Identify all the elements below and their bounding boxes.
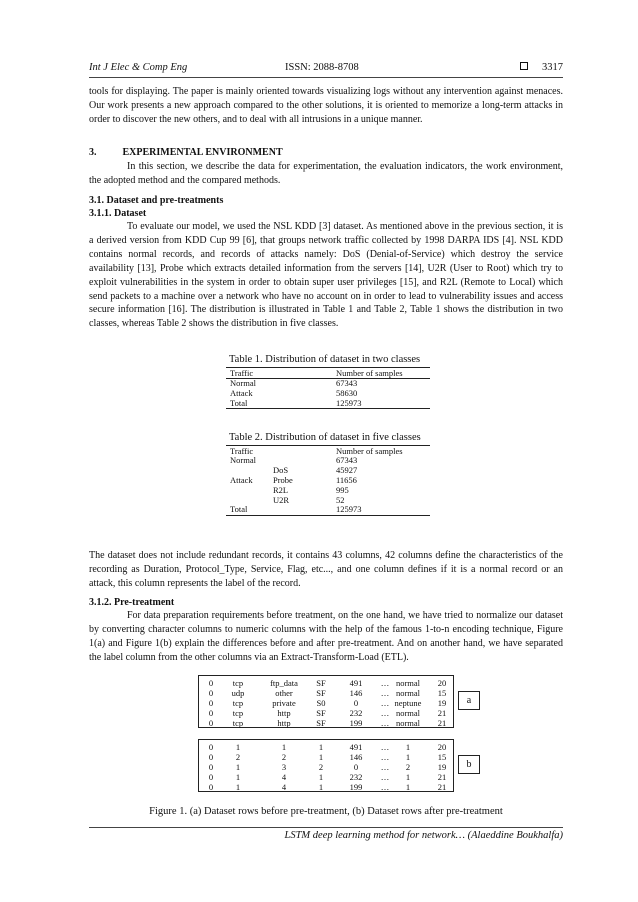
figure-1a-label: a	[458, 691, 480, 710]
figure-1a-row	[199, 698, 455, 708]
figure-1a-cell: SF	[316, 688, 326, 698]
journal-name: Int J Elec & Comp Eng	[89, 62, 188, 73]
figure-1a-cell: 232	[349, 708, 363, 718]
header-rule	[89, 77, 563, 78]
dataset-columns-paragraph: The dataset does not include redundant records, it contains 43 columns, 42 columns define the characteristics of the recording as Duration, Protocol_Type, Service, Flag, etc..., and one column defines if it is a normal record or an attack, this column represents the label of the record.	[89, 550, 563, 589]
figure-1b-cell: 2	[318, 762, 324, 772]
footer-rule	[89, 827, 563, 828]
table-2-attack-value: 11656	[336, 475, 357, 485]
figure-1a-row	[199, 718, 455, 728]
table-1-caption: Table 1. Distribution of dataset in two classes	[229, 354, 421, 365]
figure-1-caption: Figure 1. (a) Dataset rows before pre-treatment, (b) Dataset rows after pre-treatment	[149, 806, 503, 817]
figure-1b-cell: …	[380, 742, 390, 752]
figure-1b-cell: 2	[405, 762, 411, 772]
figure-1a-cell: 21	[437, 718, 447, 728]
figure-1b-row	[199, 762, 455, 772]
table-2-caption: Table 2. Distribution of dataset in five classes	[229, 432, 421, 443]
figure-1b-cell: 15	[437, 752, 447, 762]
figure-1a-cell: neptune	[394, 698, 422, 708]
running-header	[89, 62, 563, 78]
figure-1b-cell: 1	[235, 762, 241, 772]
figure-1b-cell: …	[380, 762, 390, 772]
table-1-cell: Total	[230, 398, 248, 408]
table-2-attack-type: DoS	[273, 465, 289, 475]
figure-1a-cell: http	[277, 708, 291, 718]
figure-1b-cell: …	[380, 772, 390, 782]
table-2-total-value: 125973	[336, 504, 362, 514]
figure-1b-cell: 21	[437, 772, 447, 782]
figure-1b-row	[199, 742, 455, 752]
figure-1b-cell: 0	[208, 782, 214, 792]
table-2-attack-type: Probe	[273, 475, 293, 485]
figure-1a-cell: other	[275, 688, 293, 698]
table-2-attack-value: 52	[336, 495, 345, 505]
figure-1a-cell: …	[380, 698, 390, 708]
figure-1b-cell: 0	[353, 762, 359, 772]
table-2-header-traffic: Traffic	[230, 446, 254, 456]
figure-1b-cell: 0	[208, 762, 214, 772]
figure-1a-cell: 19	[437, 698, 447, 708]
section-3-heading	[89, 147, 283, 158]
figure-1b-cell: 1	[405, 782, 411, 792]
figure-1b-cell: 491	[349, 742, 363, 752]
figure-1b-cell: 1	[318, 742, 324, 752]
figure-1a-cell: 0	[353, 698, 359, 708]
figure-1a-cell: 20	[437, 678, 447, 688]
figure-1a-cell: http	[277, 718, 291, 728]
figure-1b-cell: 4	[281, 772, 287, 782]
figure-1b-cell: 1	[318, 772, 324, 782]
figure-1b-cell: 0	[208, 752, 214, 762]
table-2	[226, 445, 430, 516]
table-1-cell: 67343	[336, 378, 358, 388]
figure-1a-cell: private	[272, 698, 296, 708]
section-3-1-1-paragraph: To evaluate our model, we used the NSL KDD [3] dataset. As mentioned above in the previous section, it is a derived version from KDD Cup 99 [6], that groups network traffic collected by 1998 DARPA IDS [4]. NSL KDD contains normal records, and records of attacks namely: DoS (Denial-of-Service) which destroy the service availability [13], Probe which extracts detailed information from the servers [14], U2R (User to Root) which try to exploit vulnerabilities in the system in order to obtain super user privileges [15], and R2L (Remote to Local) which send packets to a machine over a network who have no account on in order to lead to vulnerability issues and access secure information [16]. The distribution is illustrated in Table 1 and Table 2, Table 1 shows the distribution in two classes, whereas Table 2 shows the distribution in five classes.	[89, 221, 563, 330]
figure-1b-row	[199, 772, 455, 782]
figure-1a-cell: SF	[316, 718, 326, 728]
figure-1a-row	[199, 688, 455, 698]
section-3-1-2-paragraph: For data preparation requirements before treatment, on the one hand, we have tried to normalize our dataset by converting character columns to numeric columns with the help of the famous 1-to-n encoding technique, Figure 1(a) and Figure 1(b) explain the differences before and after pre-treatment. And on another hand, we have separated the label column from the other columns via an Extract-Transform-Load (ETL).	[89, 610, 563, 663]
figure-1b-cell: 0	[208, 742, 214, 752]
figure-1b-cell: 199	[349, 782, 363, 792]
section-3-title: EXPERIMENTAL ENVIRONMENT	[122, 147, 283, 158]
figure-1b-row	[199, 752, 455, 762]
figure-1a-cell: SF	[316, 708, 326, 718]
table-2-attack-type: R2L	[273, 485, 289, 495]
table-2-total-label: Total	[230, 504, 248, 514]
table-1-cell: Normal	[230, 378, 256, 388]
figure-1b-cell: 1	[318, 782, 324, 792]
figure-1a-cell: 0	[208, 708, 214, 718]
table-1-header-traffic: Traffic	[230, 368, 254, 378]
figure-1a-cell: …	[380, 718, 390, 728]
figure-1a-cell: 0	[208, 688, 214, 698]
figure-1a-cell: tcp	[232, 698, 244, 708]
figure-1a-cell: normal	[395, 688, 421, 698]
figure-1b-cell: 146	[349, 752, 363, 762]
figure-1a-cell: …	[380, 678, 390, 688]
table-2-normal-value: 67343	[336, 455, 358, 465]
figure-1b-cell: 20	[437, 742, 447, 752]
figure-1a-cell: tcp	[232, 708, 244, 718]
figure-1a-panel	[198, 675, 454, 728]
figure-1a-cell: tcp	[232, 678, 244, 688]
section-3-1-1-heading: 3.1.1. Dataset	[89, 208, 147, 219]
table-2-attack-value: 995	[336, 485, 349, 495]
figure-1b-cell: 1	[405, 742, 411, 752]
table-1-cell: Attack	[230, 388, 253, 398]
figure-1b-row	[199, 782, 455, 792]
figure-1a-cell: 0	[208, 698, 214, 708]
figure-1a-cell: 199	[349, 718, 363, 728]
intro-paragraph: tools for displaying. The paper is mainly oriented towards visualizing logs without any intervention against menaces. Our work presents a new approach compared to the other solutions, it is oriented to memorize a long-term attacks in order to discover the new others, and to deal with all intrusions in a unique manner.	[89, 86, 563, 125]
figure-1b-label: b	[458, 755, 480, 774]
table-1	[226, 367, 430, 409]
figure-1b-cell: 1	[281, 742, 287, 752]
figure-1b-cell: 1	[405, 772, 411, 782]
figure-1b-panel	[198, 739, 454, 792]
figure-1b-cell: 19	[437, 762, 447, 772]
figure-1b-cell: …	[380, 752, 390, 762]
figure-1a-cell: 0	[208, 718, 214, 728]
figure-1a-cell: 0	[208, 678, 214, 688]
figure-1a-cell: tcp	[232, 718, 244, 728]
figure-1a-row	[199, 678, 455, 688]
table-2-header-samples: Number of samples	[336, 446, 403, 456]
figure-1b-cell: 1	[235, 742, 241, 752]
figure-1a-cell: SF	[316, 678, 326, 688]
figure-1b-cell: 21	[437, 782, 447, 792]
section-3-paragraph: In this section, we describe the data for experimentation, the evaluation indicators, the work environment, the adopted method and the compared methods.	[89, 161, 563, 186]
table-1-cell: 125973	[336, 398, 362, 408]
figure-1a-cell: 15	[437, 688, 447, 698]
issn: ISSN: 2088-8708	[285, 62, 359, 73]
running-footer: LSTM deep learning method for network… (Alaeddine Boukhalfa)	[284, 830, 563, 841]
page-number-group	[520, 62, 563, 73]
figure-1a-cell: …	[380, 688, 390, 698]
figure-1a-cell: udp	[231, 688, 245, 698]
figure-1b-cell: 3	[281, 762, 287, 772]
figure-1a-cell: normal	[395, 708, 421, 718]
figure-1b-cell: 1	[405, 752, 411, 762]
table-2-attack-label: Attack	[230, 475, 253, 485]
table-1-cell: 58630	[336, 388, 358, 398]
checkbox-square-icon	[520, 62, 528, 70]
table-1-header-samples: Number of samples	[336, 368, 403, 378]
figure-1b-cell: 4	[281, 782, 287, 792]
figure-1b-cell: 232	[349, 772, 363, 782]
page-number: 3317	[542, 62, 563, 73]
figure-1a-cell: S0	[316, 698, 326, 708]
section-3-1-heading: 3.1. Dataset and pre-treatments	[89, 195, 224, 206]
figure-1a-cell: 21	[437, 708, 447, 718]
figure-1b-cell: 1	[318, 752, 324, 762]
table-2-attack-type: U2R	[273, 495, 290, 505]
figure-1a-cell: 491	[349, 678, 363, 688]
table-2-attack-value: 45927	[336, 465, 358, 475]
figure-1a-cell: 146	[349, 688, 363, 698]
figure-1b-cell: 2	[235, 752, 241, 762]
figure-1a-cell: ftp_data	[270, 678, 298, 688]
figure-1a-cell: normal	[395, 678, 421, 688]
section-3-1-2-heading: 3.1.2. Pre-treatment	[89, 597, 175, 608]
figure-1a-cell: …	[380, 708, 390, 718]
table-2-normal-label: Normal	[230, 455, 256, 465]
figure-1b-cell: 0	[208, 772, 214, 782]
figure-1b-cell: …	[380, 782, 390, 792]
figure-1a-row	[199, 708, 455, 718]
figure-1a-cell: normal	[395, 718, 421, 728]
figure-1b-cell: 1	[235, 782, 241, 792]
section-3-number: 3.	[89, 147, 97, 158]
figure-1b-cell: 2	[281, 752, 287, 762]
figure-1b-cell: 1	[235, 772, 241, 782]
